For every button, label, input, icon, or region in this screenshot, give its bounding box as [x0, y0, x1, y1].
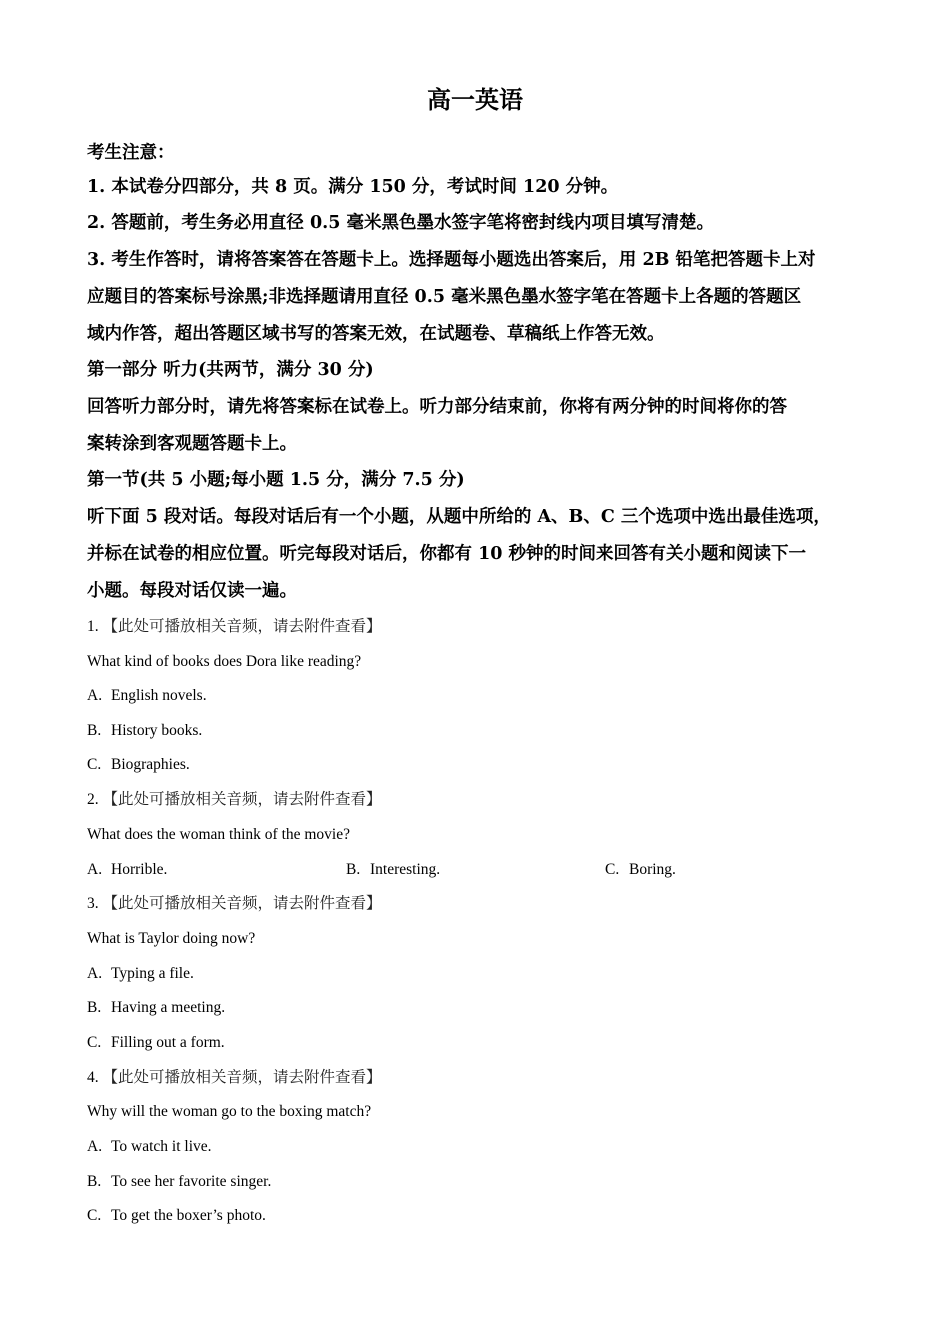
question-3-number: 3. — [87, 895, 99, 912]
audio-note-2[interactable]: 【此处可播放相关音频，请去附件查看】 — [102, 791, 382, 808]
page-title: 高一英语 — [427, 85, 523, 114]
question-2-option-c[interactable]: C. Boring. — [605, 861, 676, 878]
question-4-number: 4. — [87, 1069, 99, 1086]
notice-item-1: 1. 本试卷分四部分，共 8 页。满分 150 分，考试时间 120 分钟。 — [87, 177, 619, 197]
notice-item-2: 2. 答题前，考生务必用直径 0.5 毫米黑色墨水签字笔将密封线内项目填写清楚。 — [87, 213, 714, 233]
question-3-header — [87, 894, 382, 914]
question-1-option-c[interactable]: C. Biographies. — [87, 756, 190, 773]
question-2-text: What does the woman think of the movie? — [87, 826, 351, 843]
audio-note-3[interactable]: 【此处可播放相关音频，请去附件查看】 — [102, 895, 382, 912]
question-1-option-b[interactable]: B. History books. — [87, 722, 203, 739]
question-2-option-a[interactable]: A. Horrible. — [87, 861, 168, 878]
part1-intro-line-2: 案转涂到客观题答题卡上。 — [87, 434, 297, 454]
question-1-header — [87, 617, 382, 637]
part1-intro-line-1: 回答听力部分时，请先将答案标在试卷上。听力部分结束前，你将有两分钟的时间将你的答 — [87, 397, 787, 417]
section1-instructions-line-2: 并标在试卷的相应位置。听完每段对话后，你都有 10 秒钟的时间来回答有关小题和阅读下一 — [87, 544, 807, 564]
question-3-text: What is Taylor doing now? — [87, 930, 256, 947]
question-2-header — [87, 790, 382, 810]
question-4-option-a[interactable]: A. To watch it live. — [87, 1138, 212, 1155]
section1-instructions-line-3: 小题。每段对话仅读一遍。 — [87, 581, 297, 601]
question-4-header — [87, 1068, 382, 1088]
question-1-option-a[interactable]: A. English novels. — [87, 687, 207, 704]
notice-item-3-line-3: 域内作答，超出答题区域书写的答案无效，在试题卷、草稿纸上作答无效。 — [87, 324, 665, 344]
question-2-option-b[interactable]: B. Interesting. — [346, 861, 441, 878]
part1-heading: 第一部分 听力(共两节，满分 30 分) — [87, 360, 374, 380]
question-1-text: What kind of books does Dora like reading? — [87, 653, 362, 670]
notice-item-3-line-2: 应题目的答案标号涂黑;非选择题请用直径 0.5 毫米黑色墨水签字笔在答题卡上各题的答题区 — [87, 287, 802, 307]
question-4-option-c[interactable]: C. To get the boxer’s photo. — [87, 1207, 266, 1224]
question-3-option-a[interactable]: A. Typing a file. — [87, 965, 194, 982]
question-1-number: 1. — [87, 618, 99, 635]
question-2-number: 2. — [87, 791, 99, 808]
question-4-text: Why will the woman go to the boxing match? — [87, 1103, 372, 1120]
notice-heading: 考生注意： — [87, 143, 175, 163]
question-3-option-c[interactable]: C. Filling out a form. — [87, 1034, 225, 1051]
notice-item-3-line-1: 3. 考生作答时，请将答案答在答题卡上。选择题每小题选出答案后，用 2B 铅笔把答题卡上对 — [87, 250, 816, 270]
audio-note-1[interactable]: 【此处可播放相关音频，请去附件查看】 — [102, 618, 382, 635]
section1-instructions-line-1: 听下面 5 段对话。每段对话后有一个小题，从题中所给的 A、B、C 三个选项中选出最佳选项， — [87, 507, 831, 527]
question-4-option-b[interactable]: B. To see her favorite singer. — [87, 1173, 272, 1190]
question-3-option-b[interactable]: B. Having a meeting. — [87, 999, 226, 1016]
audio-note-4[interactable]: 【此处可播放相关音频，请去附件查看】 — [102, 1069, 382, 1086]
section1-heading: 第一节(共 5 小题;每小题 1.5 分，满分 7.5 分) — [87, 470, 465, 490]
